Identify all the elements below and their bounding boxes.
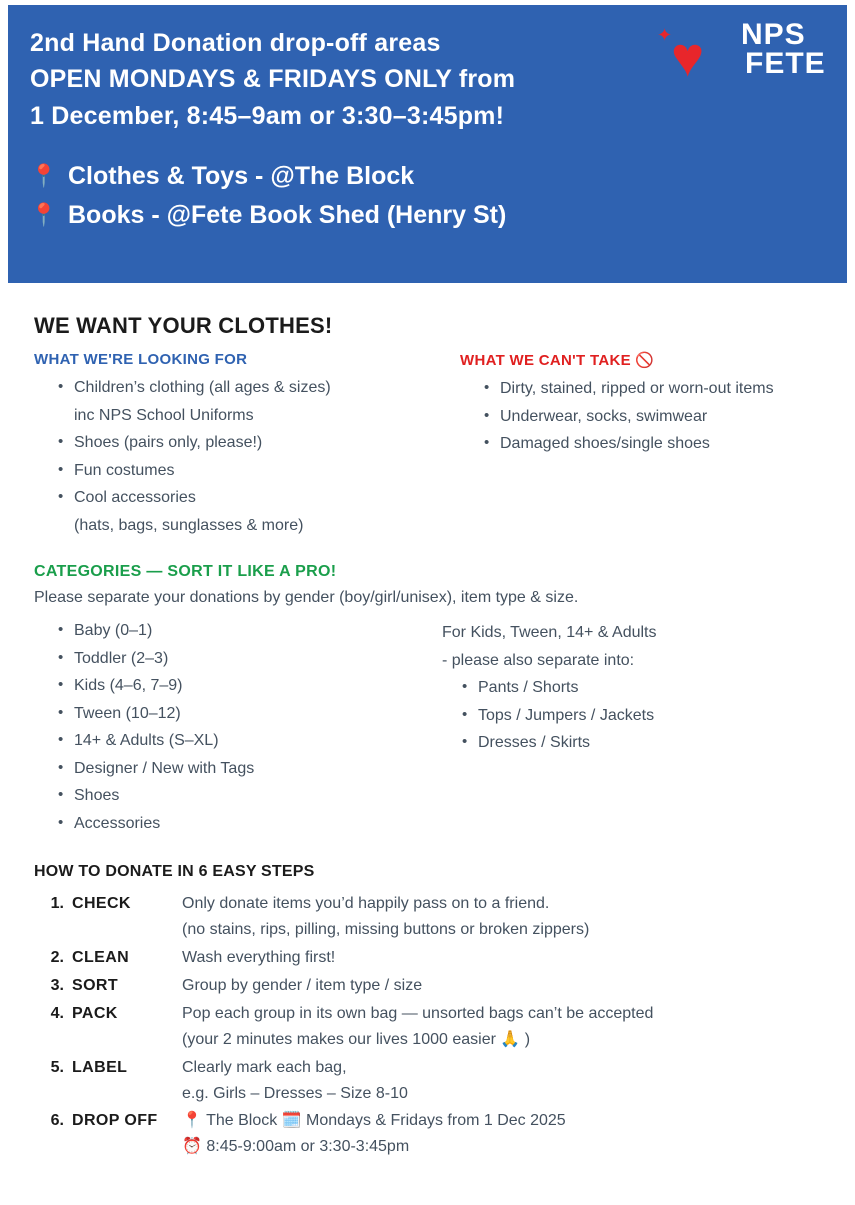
step-text: Wash everything first! — [182, 949, 336, 967]
list-item: • Baby (0–1) — [58, 617, 432, 645]
list-item: • Underwear, socks, swimwear — [484, 403, 821, 431]
step-sort — [38, 973, 821, 999]
list-item: • Cool accessories — [58, 484, 434, 512]
list-item: • Pants / Shorts — [462, 674, 821, 702]
prohibited-icon: 🚫 — [635, 352, 655, 369]
logo-line-1: NPS — [741, 18, 806, 51]
categories-right — [442, 617, 821, 837]
dropoff-locations — [30, 161, 825, 229]
cant-take-list — [460, 375, 821, 458]
step-subtext: e.g. Girls – Dresses – Size 8-10 — [182, 1084, 408, 1102]
step-subtext: (no stains, rips, pilling, missing buttons or broken zippers) — [182, 921, 590, 939]
location-clothes-toys — [30, 161, 825, 190]
logo-line-2: FETE — [745, 46, 826, 80]
step-body — [182, 891, 821, 943]
step-text: Group by gender / item type / size — [182, 976, 423, 994]
poster — [0, 5, 855, 1205]
step-text: Clearly mark each bag, — [182, 1058, 347, 1076]
header-line-3: 1 December, 8:45–9am or 3:30–3:45pm! — [30, 101, 505, 130]
step-keyword: CLEAN — [72, 949, 130, 967]
cant-take-heading-label: WHAT WE CAN'T TAKE — [460, 352, 631, 369]
step-body — [182, 1108, 821, 1160]
categories-intro: Please separate your donations by gender (boy/girl/unisex), item type & size. — [34, 589, 579, 607]
categories-right-lead-1: For Kids, Tween, 14+ & Adults — [442, 624, 657, 642]
step-label — [38, 1055, 821, 1107]
list-item: • Shoes (pairs only, please!) — [58, 429, 434, 457]
step-subtext: ⏰ 8:45-9:00am or 3:30-3:45pm — [182, 1138, 410, 1156]
step-drop-off — [38, 1108, 821, 1160]
categories-right-lead-2: - please also separate into: — [442, 651, 635, 669]
looking-for-list — [34, 374, 434, 539]
categories-subtypes-list — [442, 674, 821, 757]
cant-take-heading — [460, 351, 821, 369]
location-books-label: Books - @Fete Book Shed (Henry St) — [68, 200, 507, 229]
step-body — [182, 973, 821, 999]
step-pack — [38, 1001, 821, 1053]
list-item: • Dresses / Skirts — [462, 729, 821, 757]
header-line-1: 2nd Hand Donation drop-off areas — [30, 29, 441, 57]
step-number: 2. — [50, 949, 64, 967]
list-item: • 14+ & Adults (S–XL) — [58, 727, 432, 755]
step-text: Only donate items you’d happily pass on to a friend. — [182, 895, 550, 913]
looking-for-block — [34, 351, 434, 539]
cant-take-block — [460, 351, 821, 539]
header-line-2: OPEN MONDAYS & FRIDAYS ONLY from — [30, 65, 516, 94]
step-body — [182, 1001, 821, 1053]
list-item: • Accessories — [58, 810, 432, 838]
step-text: 📍 The Block 🗓️ Mondays & Fridays from 1 Dec 2025 — [182, 1112, 566, 1130]
list-item: • Dirty, stained, ripped or worn-out items — [484, 375, 821, 403]
looking-for-heading: WHAT WE'RE LOOKING FOR — [34, 351, 248, 368]
list-item: (hats, bags, sunglasses & more) — [74, 516, 304, 534]
header-banner — [8, 5, 847, 283]
steps-heading: HOW TO DONATE IN 6 EASY STEPS — [34, 863, 315, 881]
categories-list — [34, 617, 432, 837]
step-number: 1. — [50, 895, 64, 913]
list-item: • Children’s clothing (all ages & sizes) — [58, 374, 434, 402]
step-text: Pop each group in its own bag — unsorted bags can’t be accepted — [182, 1004, 654, 1022]
categories-columns — [34, 617, 821, 837]
location-clothes-toys-label: Clothes & Toys - @The Block — [68, 161, 415, 190]
list-item: • Damaged shoes/single shoes — [484, 430, 821, 458]
map-pin-icon: 📍 — [30, 163, 58, 189]
list-item: • Tops / Jumpers / Jackets — [462, 702, 821, 730]
step-body — [182, 945, 821, 971]
map-pin-icon: 📍 — [30, 202, 58, 228]
location-books — [30, 200, 825, 229]
step-clean — [38, 945, 821, 971]
heart-icon: ♥ — [671, 25, 705, 88]
step-keyword: PACK — [72, 1004, 118, 1022]
step-number: 4. — [50, 1004, 64, 1022]
list-item: • Fun costumes — [58, 457, 434, 485]
step-keyword: SORT — [72, 976, 119, 994]
nps-fete-logo — [649, 17, 829, 107]
list-item: • Toddler (2–3) — [58, 645, 432, 673]
list-item: inc NPS School Uniforms — [74, 406, 254, 424]
wanted-unwanted-columns — [34, 351, 821, 539]
step-number: 5. — [50, 1058, 64, 1076]
sparkle-icon: ✦ — [657, 25, 673, 45]
step-check — [38, 891, 821, 943]
step-keyword: CHECK — [72, 895, 131, 913]
list-item: • Kids (4–6, 7–9) — [58, 672, 432, 700]
step-body — [182, 1055, 821, 1107]
logo-wordmark — [741, 18, 826, 80]
step-number: 3. — [50, 976, 64, 994]
poster-body — [0, 283, 855, 1160]
list-item: • Designer / New with Tags — [58, 755, 432, 783]
step-subtext: (your 2 minutes makes our lives 1000 easier 🙏 ) — [182, 1030, 531, 1048]
step-number: 6. — [50, 1112, 64, 1130]
step-keyword: DROP OFF — [72, 1112, 158, 1130]
categories-heading: CATEGORIES — SORT IT LIKE A PRO! — [34, 563, 337, 581]
steps-list — [34, 891, 821, 1160]
list-item: • Shoes — [58, 782, 432, 810]
categories-left — [34, 617, 432, 837]
page-title: WE WANT YOUR CLOTHES! — [34, 313, 333, 338]
list-item: • Tween (10–12) — [58, 700, 432, 728]
step-keyword: LABEL — [72, 1058, 128, 1076]
